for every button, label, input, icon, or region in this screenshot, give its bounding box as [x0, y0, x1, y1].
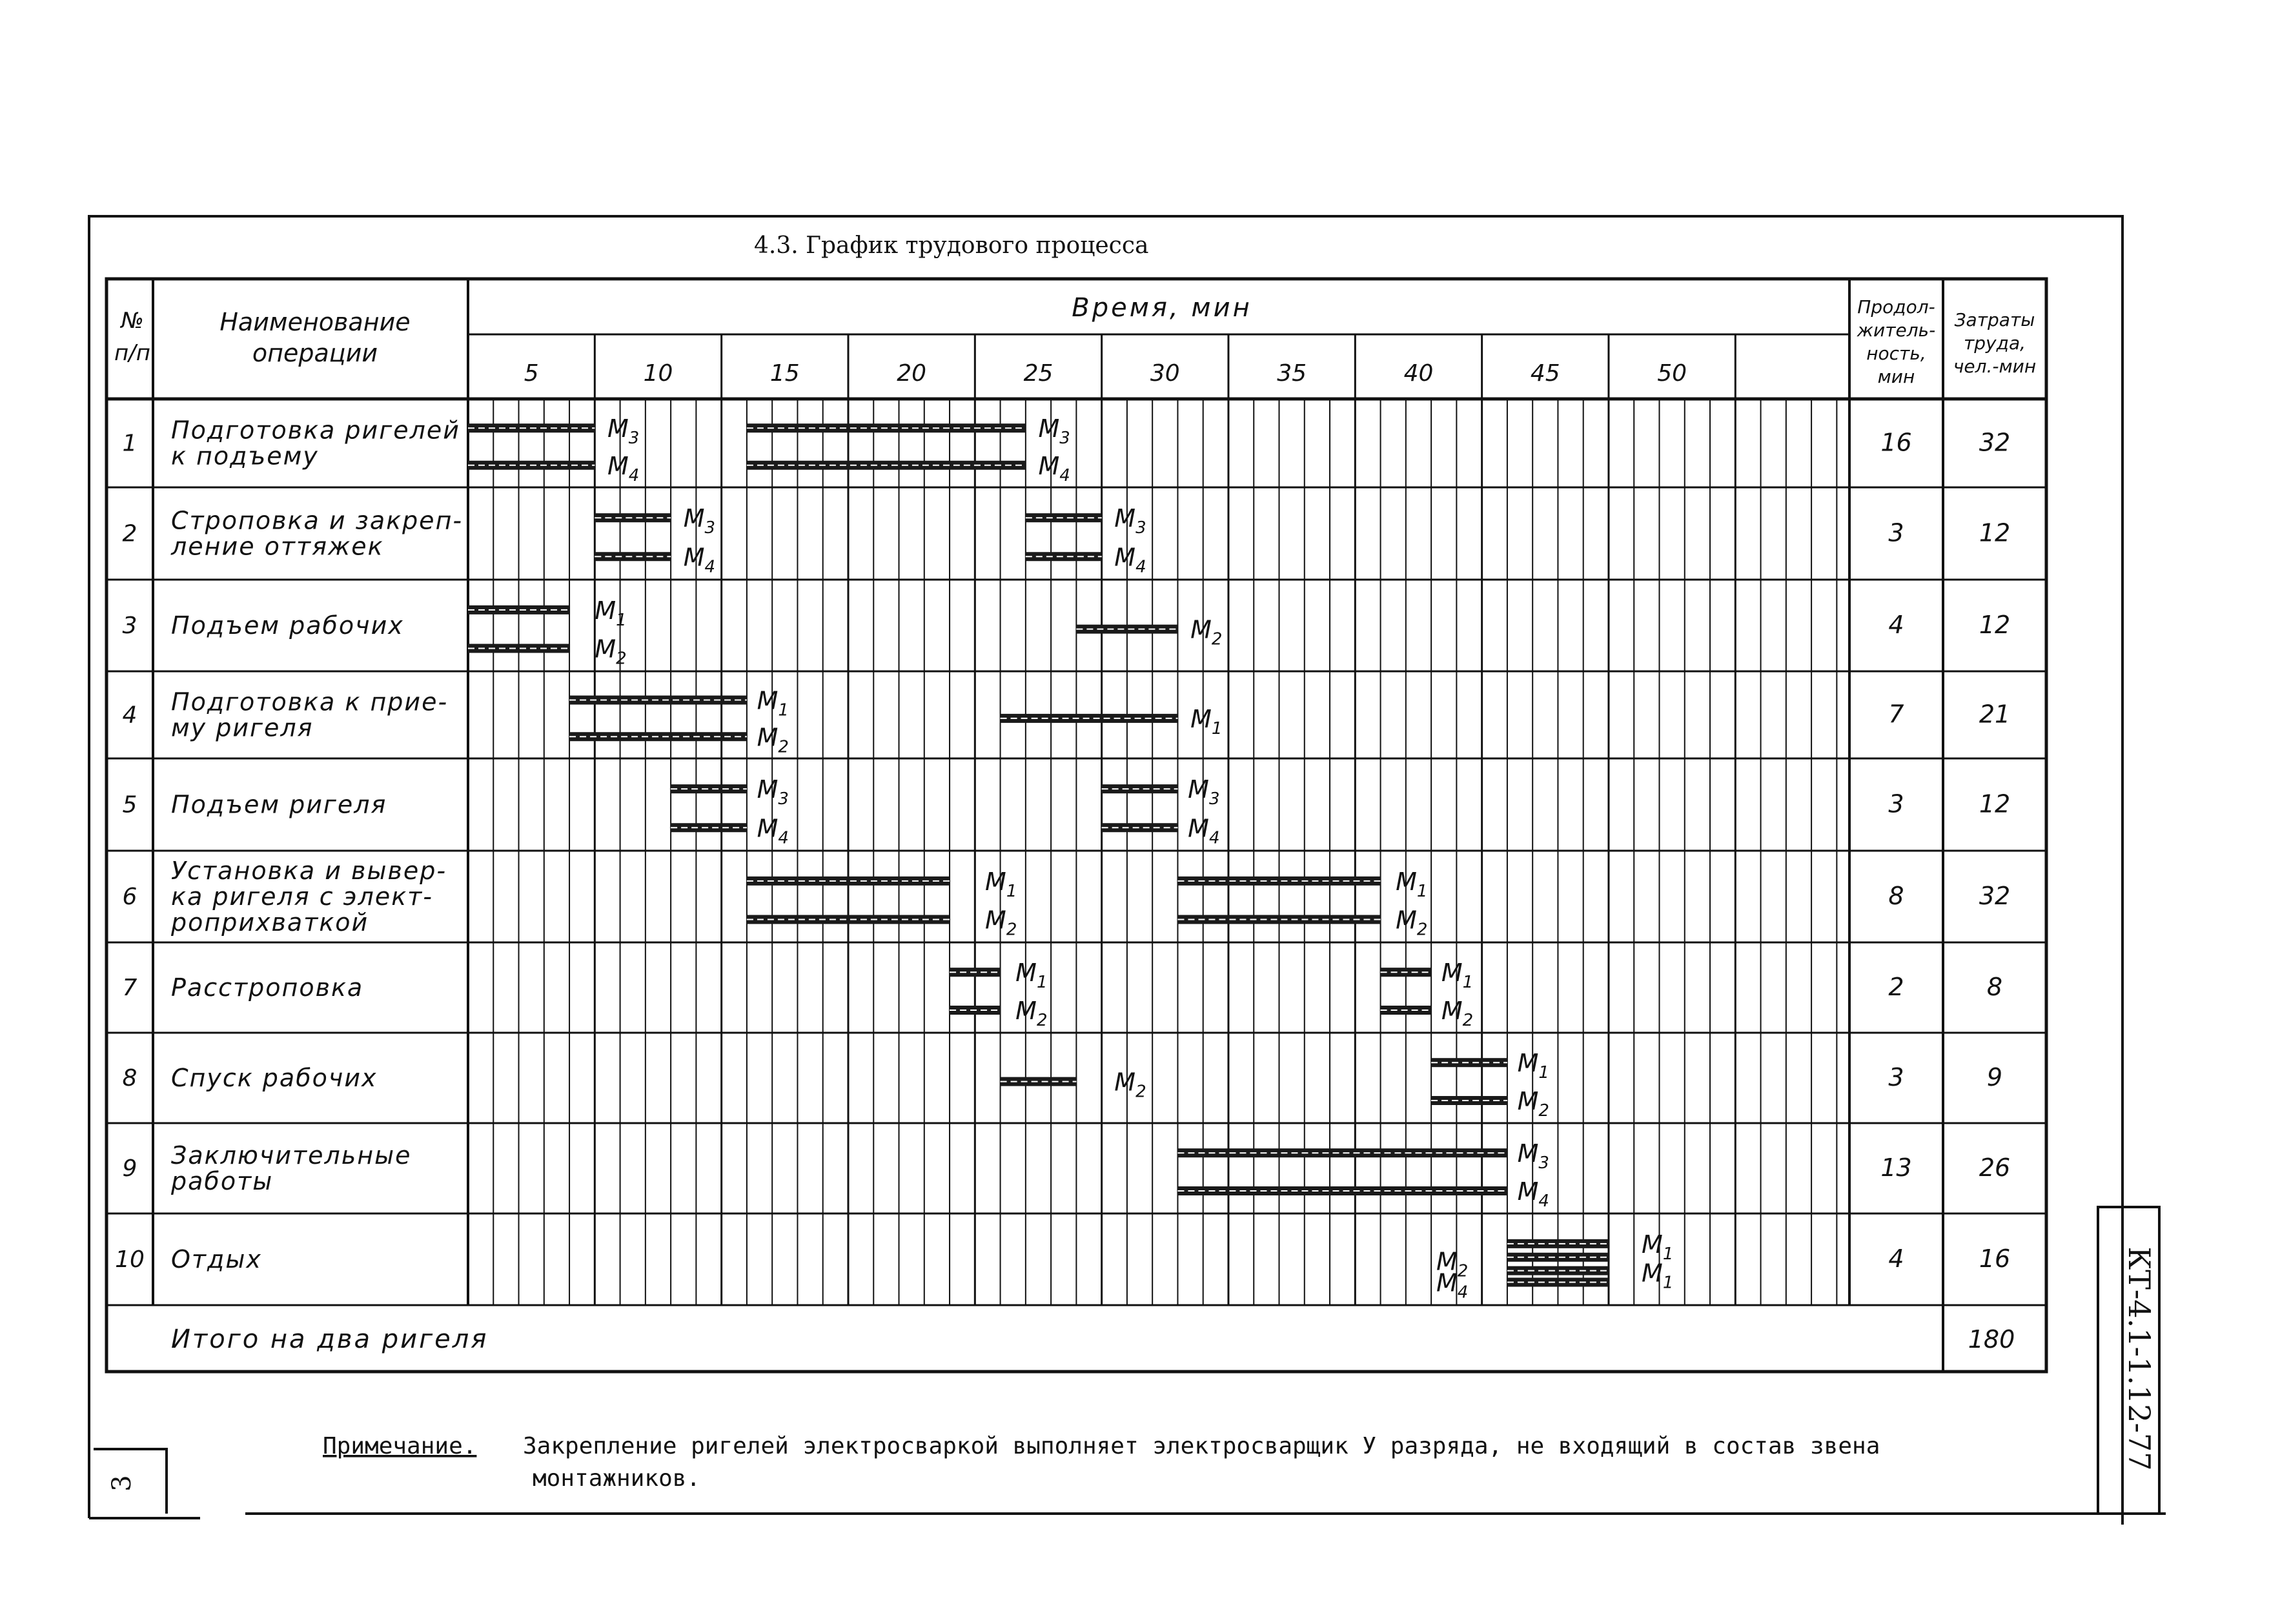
duration-header-line: мин: [1877, 366, 1915, 387]
worker-label: $M_2$: [757, 723, 789, 757]
worker-label: $M_2$: [1436, 1247, 1469, 1281]
operation-name-line: ление оттяжек: [171, 532, 384, 561]
worker-label: $M_2$: [1396, 906, 1428, 940]
table-row: [123, 1139, 2011, 1211]
worker-label: $M_2$: [1441, 997, 1474, 1030]
duration-value: 16: [1880, 428, 1912, 457]
row-number: 5: [122, 791, 137, 818]
worker-label: $M_4$: [1114, 543, 1146, 577]
row-number: 3: [122, 613, 137, 639]
header-labor-col: [1953, 309, 2036, 377]
worker-label: $M_1$: [1642, 1259, 1674, 1293]
duration-value: 2: [1888, 973, 1904, 1001]
worker-label: $M_2$: [1190, 615, 1223, 649]
worker-label: $M_2$: [1517, 1087, 1549, 1121]
total-labor-value: 180: [1968, 1325, 2015, 1354]
total-label: Итого на два ригеля: [171, 1325, 489, 1354]
row-number: 10: [115, 1246, 145, 1273]
row-number: 6: [122, 884, 137, 910]
duration-value: 13: [1880, 1153, 1912, 1182]
worker-label: $M_2$: [595, 634, 627, 669]
duration-header-line: житель-: [1857, 320, 1936, 341]
worker-label: $M_1$: [1396, 867, 1428, 901]
table-row: [123, 687, 2011, 757]
table-row: [123, 596, 2011, 669]
operation-name-line: Установка и вывер-: [171, 857, 447, 885]
labor-value: 16: [1979, 1244, 2011, 1273]
table-row: [123, 504, 2011, 576]
operation-name-line: ка ригеля с элект-: [171, 882, 433, 911]
row-number: 9: [122, 1155, 137, 1182]
table-row: [115, 1230, 2010, 1303]
labor-value: 32: [1979, 428, 2011, 457]
row-number: 2: [122, 520, 137, 547]
time-tick-label: 10: [643, 360, 673, 387]
worker-label: $M_3$: [1038, 414, 1070, 449]
note-label: Примечание.: [323, 1433, 477, 1459]
labor-value: 26: [1979, 1153, 2011, 1182]
worker-label: $M_1$: [595, 596, 627, 630]
table-row: [123, 775, 2011, 848]
worker-label: $M_1$: [1190, 704, 1223, 738]
header-num-col-line2: п/п: [114, 340, 150, 366]
duration-value: 4: [1888, 1244, 1904, 1273]
labor-value: 32: [1979, 882, 2011, 910]
worker-label: $M_3$: [1114, 504, 1146, 538]
duration-value: 3: [1888, 1063, 1904, 1091]
operation-name-line: Подъем рабочих: [171, 611, 404, 640]
worker-label: $M_2$: [1114, 1068, 1146, 1102]
labor-header-line: труда,: [1963, 332, 2026, 354]
work-bar: [747, 915, 950, 924]
labor-value: 9: [1986, 1063, 2003, 1091]
header-num-col-line1: №: [121, 308, 144, 334]
worker-label: $M_3$: [1517, 1139, 1549, 1173]
work-bar: [1177, 877, 1380, 886]
worker-label: $M_3$: [683, 504, 716, 538]
worker-label: $M_4$: [1038, 451, 1070, 485]
time-tick-label: 20: [897, 360, 927, 387]
operation-name-line: му ригеля: [171, 713, 314, 742]
worker-label: $M_3$: [1188, 775, 1220, 809]
labor-value: 12: [1979, 518, 2011, 547]
operation-name-line: к подъему: [171, 442, 319, 471]
time-tick-labels: [524, 360, 1687, 387]
worker-label: $M_1$: [1642, 1230, 1674, 1264]
work-bar: [747, 877, 950, 886]
labor-value: 21: [1979, 700, 2011, 729]
operation-name-line: Строповка и закреп-: [171, 506, 463, 535]
schedule-table: [107, 279, 2046, 1372]
labor-value: 8: [1986, 973, 2003, 1001]
time-tick-label: 40: [1403, 360, 1434, 387]
worker-label: $M_1$: [1015, 959, 1048, 993]
time-tick-label: 25: [1023, 360, 1053, 387]
operation-name-line: Спуск рабочих: [171, 1064, 378, 1092]
operation-name-line: Подготовка к прие-: [171, 687, 449, 716]
table-row: [123, 857, 2011, 940]
operation-name-line: Подготовка ригелей: [171, 416, 460, 445]
worker-label: $M_4$: [607, 451, 640, 485]
worker-label: $M_2$: [1015, 997, 1048, 1030]
row-number: 1: [122, 430, 137, 457]
worker-label: $M_1$: [1517, 1049, 1549, 1083]
operation-name-line: Отдых: [171, 1245, 262, 1274]
worker-label: $M_1$: [757, 686, 789, 720]
table-row: [123, 959, 2003, 1030]
table-row: [123, 414, 2011, 485]
total-row: [171, 1325, 2015, 1354]
worker-label: $M_2$: [985, 906, 1017, 940]
worker-label: $M_3$: [607, 414, 640, 449]
duration-value: 4: [1888, 611, 1904, 639]
note-text-line2: монтажников.: [533, 1465, 701, 1492]
time-tick-label: 45: [1530, 360, 1560, 387]
header-name-col-line2: операции: [252, 339, 378, 367]
time-tick-label: 30: [1150, 360, 1180, 387]
operation-name-line: Расстроповка: [171, 973, 364, 1002]
page-title: 4.3. График трудового процесса: [754, 232, 1149, 259]
worker-label: $M_4$: [1517, 1177, 1549, 1211]
worker-label: $M_4$: [757, 814, 789, 848]
work-bar: [1177, 915, 1380, 924]
worker-label: $M_4$: [1436, 1268, 1469, 1303]
duration-value: 7: [1888, 700, 1904, 729]
time-tick-label: 5: [524, 360, 539, 387]
duration-value: 8: [1888, 882, 1904, 910]
table-row: [123, 1049, 2003, 1121]
worker-label: $M_1$: [985, 867, 1017, 901]
duration-header-line: Продол-: [1857, 296, 1935, 318]
duration-header-line: ность,: [1866, 343, 1926, 364]
operation-name-line: Подъем ригеля: [171, 790, 387, 819]
worker-label: $M_4$: [1188, 814, 1220, 848]
worker-label: $M_3$: [757, 775, 789, 809]
operation-name-line: роприхваткой: [171, 908, 369, 937]
labor-header-line: Затраты: [1954, 309, 2035, 330]
row-number: 8: [122, 1065, 137, 1091]
note-text-line1: Закрепление ригелей электросваркой выполняет электросварщик У разряда, не входящий в состав звена: [523, 1433, 1880, 1459]
operation-name-line: работы: [171, 1167, 274, 1195]
labor-value: 12: [1979, 611, 2011, 639]
duration-value: 3: [1888, 789, 1904, 818]
row-number: 4: [122, 702, 137, 729]
time-tick-label: 15: [769, 360, 800, 387]
table-body: [115, 414, 2010, 1302]
header-name-col-line1: Наименование: [219, 308, 411, 336]
page-number: 3: [107, 1475, 137, 1492]
table-header: [114, 293, 2036, 387]
document-code: КТ-4.1-1.12-77: [2122, 1246, 2157, 1471]
worker-label: $M_4$: [683, 543, 716, 577]
labor-value: 12: [1979, 789, 2011, 818]
time-tick-label: 50: [1657, 360, 1687, 387]
duration-value: 3: [1888, 518, 1904, 547]
operation-name-line: Заключительные: [171, 1141, 412, 1170]
row-number: 7: [122, 975, 137, 1001]
worker-label: $M_1$: [1441, 959, 1474, 993]
labor-header-line: чел.-мин: [1953, 356, 2037, 377]
footnote: [323, 1433, 1880, 1492]
header-duration-col: [1857, 296, 1935, 387]
header-time-col: Время, мин: [1072, 293, 1252, 323]
time-tick-label: 35: [1277, 360, 1307, 387]
